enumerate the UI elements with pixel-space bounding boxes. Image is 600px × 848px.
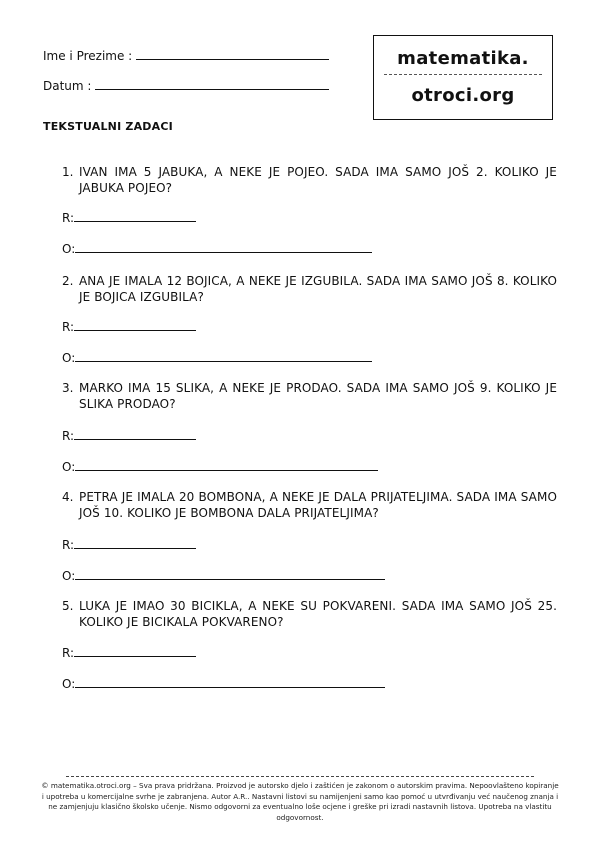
logo-divider [384,74,542,75]
site-logo [373,35,553,120]
date-line[interactable] [95,76,329,90]
answer-label: O: [62,460,76,474]
task-text: ANA JE IMALA 12 BOJICA, A NEKE JE IZGUBILA. SADA IMA SAMO JOŠ 8. KOLIKO JE BOJICA IZGUBILA? [79,274,557,304]
task-number: 1. [62,165,74,179]
name-field[interactable] [43,46,329,63]
calculation-label: R: [62,320,75,334]
task-number: 5. [62,599,74,613]
answer-label: O: [62,677,76,691]
task-1-answer[interactable] [62,240,372,256]
calculation-line[interactable] [74,318,196,331]
task-text: LUKA JE IMAO 30 BICIKLA, A NEKE SU POKVARENI. SADA IMA SAMO JOŠ 25. KOLIKO JE BICIKALA POKVARENO? [79,599,557,629]
calculation-label: R: [62,646,75,660]
task-3-answer[interactable] [62,458,378,474]
task-text: MARKO IMA 15 SLIKA, A NEKE JE PRODAO. SADA IMA SAMO JOŠ 9. KOLIKO JE SLIKA PRODAO? [79,381,557,411]
task-2-answer[interactable] [62,349,372,365]
answer-label: O: [62,242,76,256]
task-text: PETRA JE IMALA 20 BOMBONA, A NEKE JE DALA PRIJATELJIMA. SADA IMA SAMO JOŠ 10. KOLIKO JE BOMBONA DALA PRIJATELJIMA? [79,490,557,520]
task-number: 3. [62,381,74,395]
task-number: 2. [62,274,74,288]
logo-line-2: otroci.org [411,85,515,106]
task-5-answer[interactable] [62,675,385,691]
calculation-line[interactable] [74,644,196,657]
answer-line[interactable] [75,458,378,471]
task-number: 4. [62,490,74,504]
footer-divider [66,776,534,777]
answer-line[interactable] [75,349,372,362]
task-4-calculation[interactable] [62,536,196,552]
answer-line[interactable] [75,240,372,253]
date-label: Datum : [43,79,92,93]
task-4 [62,489,557,521]
answer-line[interactable] [75,567,385,580]
task-1 [62,164,557,196]
task-2 [62,273,557,305]
answer-label: O: [62,351,76,365]
calculation-label: R: [62,429,75,443]
calculation-line[interactable] [74,209,196,222]
name-line[interactable] [136,46,329,60]
answer-label: O: [62,569,76,583]
name-label: Ime i Prezime : [43,49,133,63]
copyright-footer: © matematika.otroci.org – Sva prava pridržana. Proizvod je autorsko djelo i zaštićen je zakonom o autorskim pravima. Nepoovlašteno kopiranje i upotreba u komercijalne svrhe je zabranjena. Autor A.R.. Nastavni listovi su namijenjeni samo kao pomoć u utvrđivanju već naučenog znanja i ne zamjenjuju klasično školsko učenje. Nismo odgovorni za eventualno loše ocjene i greške pri izradi nastavnih listova. Upotreba na vlastitu odgovornost. [41,781,559,822]
task-text: IVAN IMA 5 JABUKA, A NEKE JE POJEO. SADA IMA SAMO JOŠ 2. KOLIKO JE JABUKA POJEO? [79,165,557,195]
calculation-label: R: [62,538,75,552]
task-2-calculation[interactable] [62,318,196,334]
answer-line[interactable] [75,675,385,688]
calculation-line[interactable] [74,536,196,549]
task-3-calculation[interactable] [62,427,196,443]
calculation-line[interactable] [74,427,196,440]
calculation-label: R: [62,211,75,225]
task-1-calculation[interactable] [62,209,196,225]
task-3 [62,380,557,412]
logo-line-1: matematika. [397,48,529,69]
section-title: TEKSTUALNI ZADACI [43,120,173,133]
task-5 [62,598,557,630]
date-field[interactable] [43,76,329,93]
task-5-calculation[interactable] [62,644,196,660]
task-4-answer[interactable] [62,567,385,583]
